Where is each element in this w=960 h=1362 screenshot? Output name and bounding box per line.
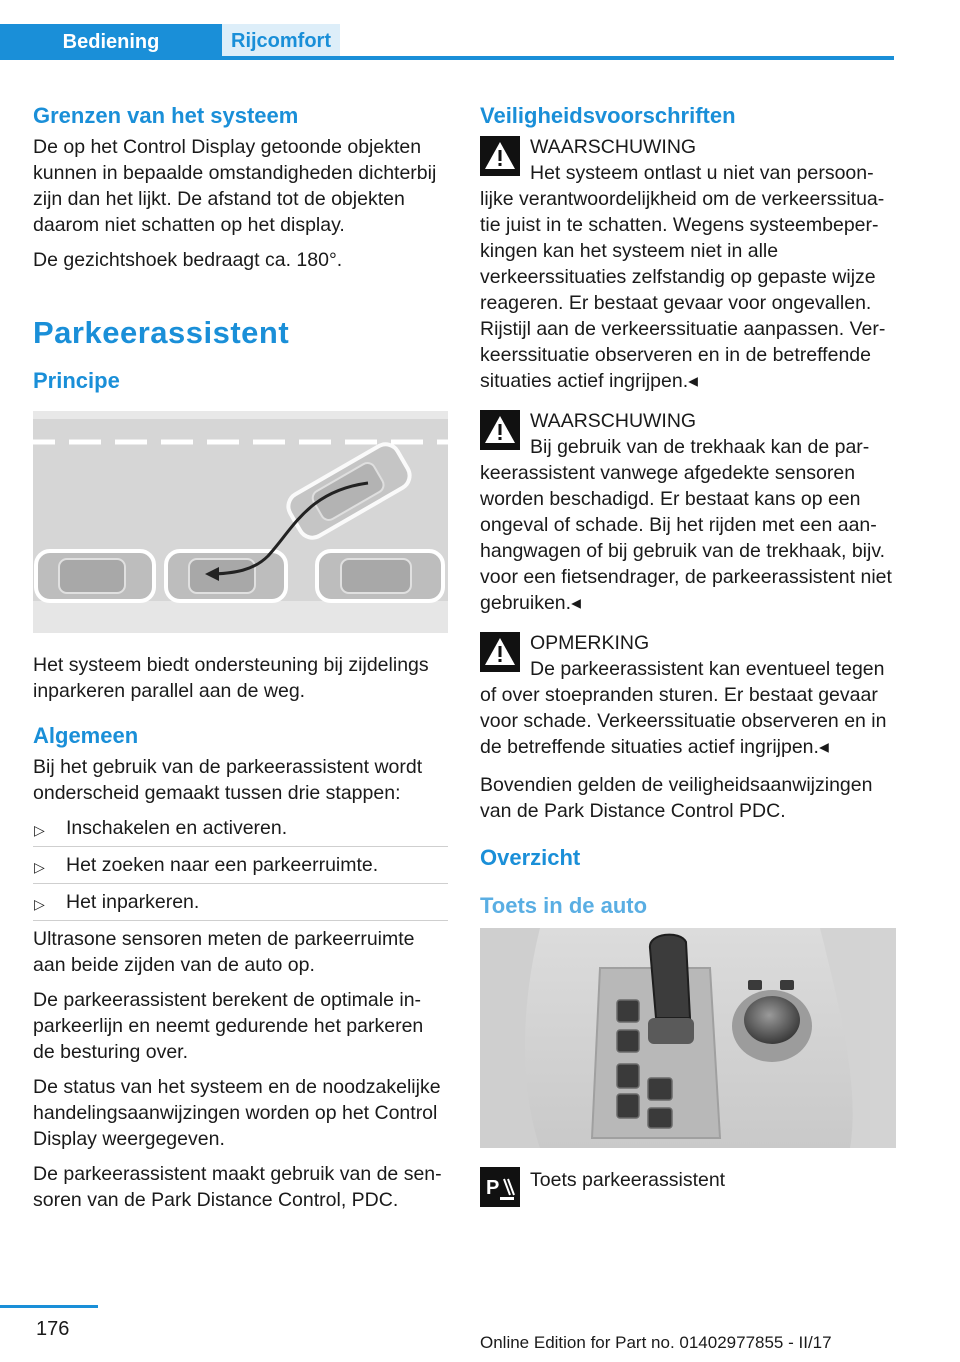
general-paragraph-4: De status van het systeem en de noodzakelijke handelingsaanwijzingen worden op het Control Display weergegeven. xyxy=(33,1076,441,1150)
right-column xyxy=(480,102,896,1211)
bullet-triangle-icon: ▷ xyxy=(34,822,45,838)
parking-principle-illustration xyxy=(33,411,448,638)
header-rule xyxy=(0,56,894,60)
parked-car-right xyxy=(317,551,443,601)
button-heading: Toets in de auto xyxy=(480,893,648,918)
warning-text: lijke verantwoordelijkheid om de verkeerssitua-tie juist in te schatten. Wegens systeembeper-kingen kan het systeem niet in alle verkeerssituaties zelfstandig op gepaste wijze reageren. Er bestaat gevaar voor ongevallen. Rijstijl aan de verkeerssituatie aanpassen. Ver-keerssituatie observeren en in de betreffende situaties actief ingrijpen.◂ xyxy=(480,188,886,392)
general-heading: Algemeen xyxy=(33,723,139,748)
safety-paragraph: Bovendien gelden de veiligheidsaanwijzingen van de Park Distance Control PDC. xyxy=(480,774,873,822)
parking-assistant-button-icon xyxy=(480,1167,520,1207)
warning-text-first-line: Bij gebruik van de trekhaak kan de par- xyxy=(530,436,870,458)
safety-heading: Veiligheidsvoorschriften xyxy=(480,103,736,128)
key-label: Toets parkeerassistent xyxy=(530,1169,726,1191)
list-item: ▷ Het zoeken naar een parkeerruimte. xyxy=(33,852,448,884)
edition-text: Online Edition for Part no. 01402977855 - II/17 xyxy=(480,1333,832,1352)
warning-title: WAARSCHUWING xyxy=(530,410,697,432)
center-console-illustration xyxy=(480,928,896,1148)
left-column xyxy=(33,102,448,1222)
parallel-parking-diagram xyxy=(33,411,448,633)
parking-car-target xyxy=(166,551,286,601)
svg-text:P: P xyxy=(486,1177,500,1199)
caution-icon xyxy=(480,632,520,672)
warning-box-2 xyxy=(480,408,896,616)
limits-heading: Grenzen van het systeem xyxy=(33,103,299,128)
steps-list xyxy=(33,815,448,921)
note-text: of over stoepranden sturen. Er bestaat gevaar voor schade. Verkeerssituatie observeren en in de betreffende situaties actief ingrijpen.◂ xyxy=(480,684,887,758)
general-paragraph-3: De parkeerassistent berekent de optimale in-parkeerlijn en neemt gedurende het parkeren de besturing over. xyxy=(33,989,424,1063)
overview-heading: Overzicht xyxy=(480,845,581,870)
tab-bediening[interactable]: Bediening xyxy=(0,24,222,60)
principle-text: Het systeem biedt ondersteuning bij zijdelings inparkeren parallel aan de weg. xyxy=(33,654,429,702)
tab-rijcomfort[interactable]: Rijcomfort xyxy=(222,24,340,56)
warning-text-first-line: Het systeem ontlast u niet van persoon- xyxy=(530,162,874,184)
warning-icon xyxy=(480,136,520,176)
note-text-first-line: De parkeerassistent kan eventueel tegen xyxy=(530,658,885,680)
general-paragraph-1: Bij het gebruik van de parkeerassistent wordt onderscheid gemaakt tussen drie stappen: xyxy=(33,756,423,804)
chapter-tabbar xyxy=(0,24,894,60)
footer-rule xyxy=(0,1305,98,1308)
general-paragraph-2: Ultrasone sensoren meten de parkeerruimte aan beide zijden van de auto op. xyxy=(33,928,415,976)
list-item: ▷ Het inparkeren. xyxy=(33,889,448,921)
bullet-triangle-icon: ▷ xyxy=(34,859,45,875)
parked-car-left xyxy=(36,551,154,601)
section-title: Parkeerassistent xyxy=(33,315,290,350)
principle-heading: Principe xyxy=(33,368,120,393)
warning-box-1 xyxy=(480,134,896,394)
limits-paragraph-2: De gezichtshoek bedraagt ca. 180°. xyxy=(33,249,343,271)
warning-icon xyxy=(480,410,520,450)
limits-paragraph-1: De op het Control Display getoonde objekten kunnen in bepaalde omstandigheden dichterbij zijn dan het lijkt. De afstand tot de objekten daarom niet schatten op het display. xyxy=(33,136,437,236)
list-item: ▷ Inschakelen en activeren. xyxy=(33,815,448,847)
page-number: 176 xyxy=(36,1318,70,1340)
console-photo xyxy=(480,928,896,1153)
note-title: OPMERKING xyxy=(530,632,650,654)
bullet-triangle-icon: ▷ xyxy=(34,896,45,912)
general-paragraph-5: De parkeerassistent maakt gebruik van de sen-soren van de Park Distance Control, PDC. xyxy=(33,1163,442,1211)
warning-text: keerassistent vanwege afgedekte sensoren worden beschadigd. Er bestaat kans op een ongeval of schade. Bij het rijden met een aan-hangwagen of bij gebruik van de trekhaak, bijv. voor een fietsendrager, de parkeerassistent niet gebruiken.◂ xyxy=(480,462,892,614)
note-box xyxy=(480,630,896,760)
warning-title: WAARSCHUWING xyxy=(530,136,697,158)
parking-assistant-key-row xyxy=(480,1167,896,1211)
